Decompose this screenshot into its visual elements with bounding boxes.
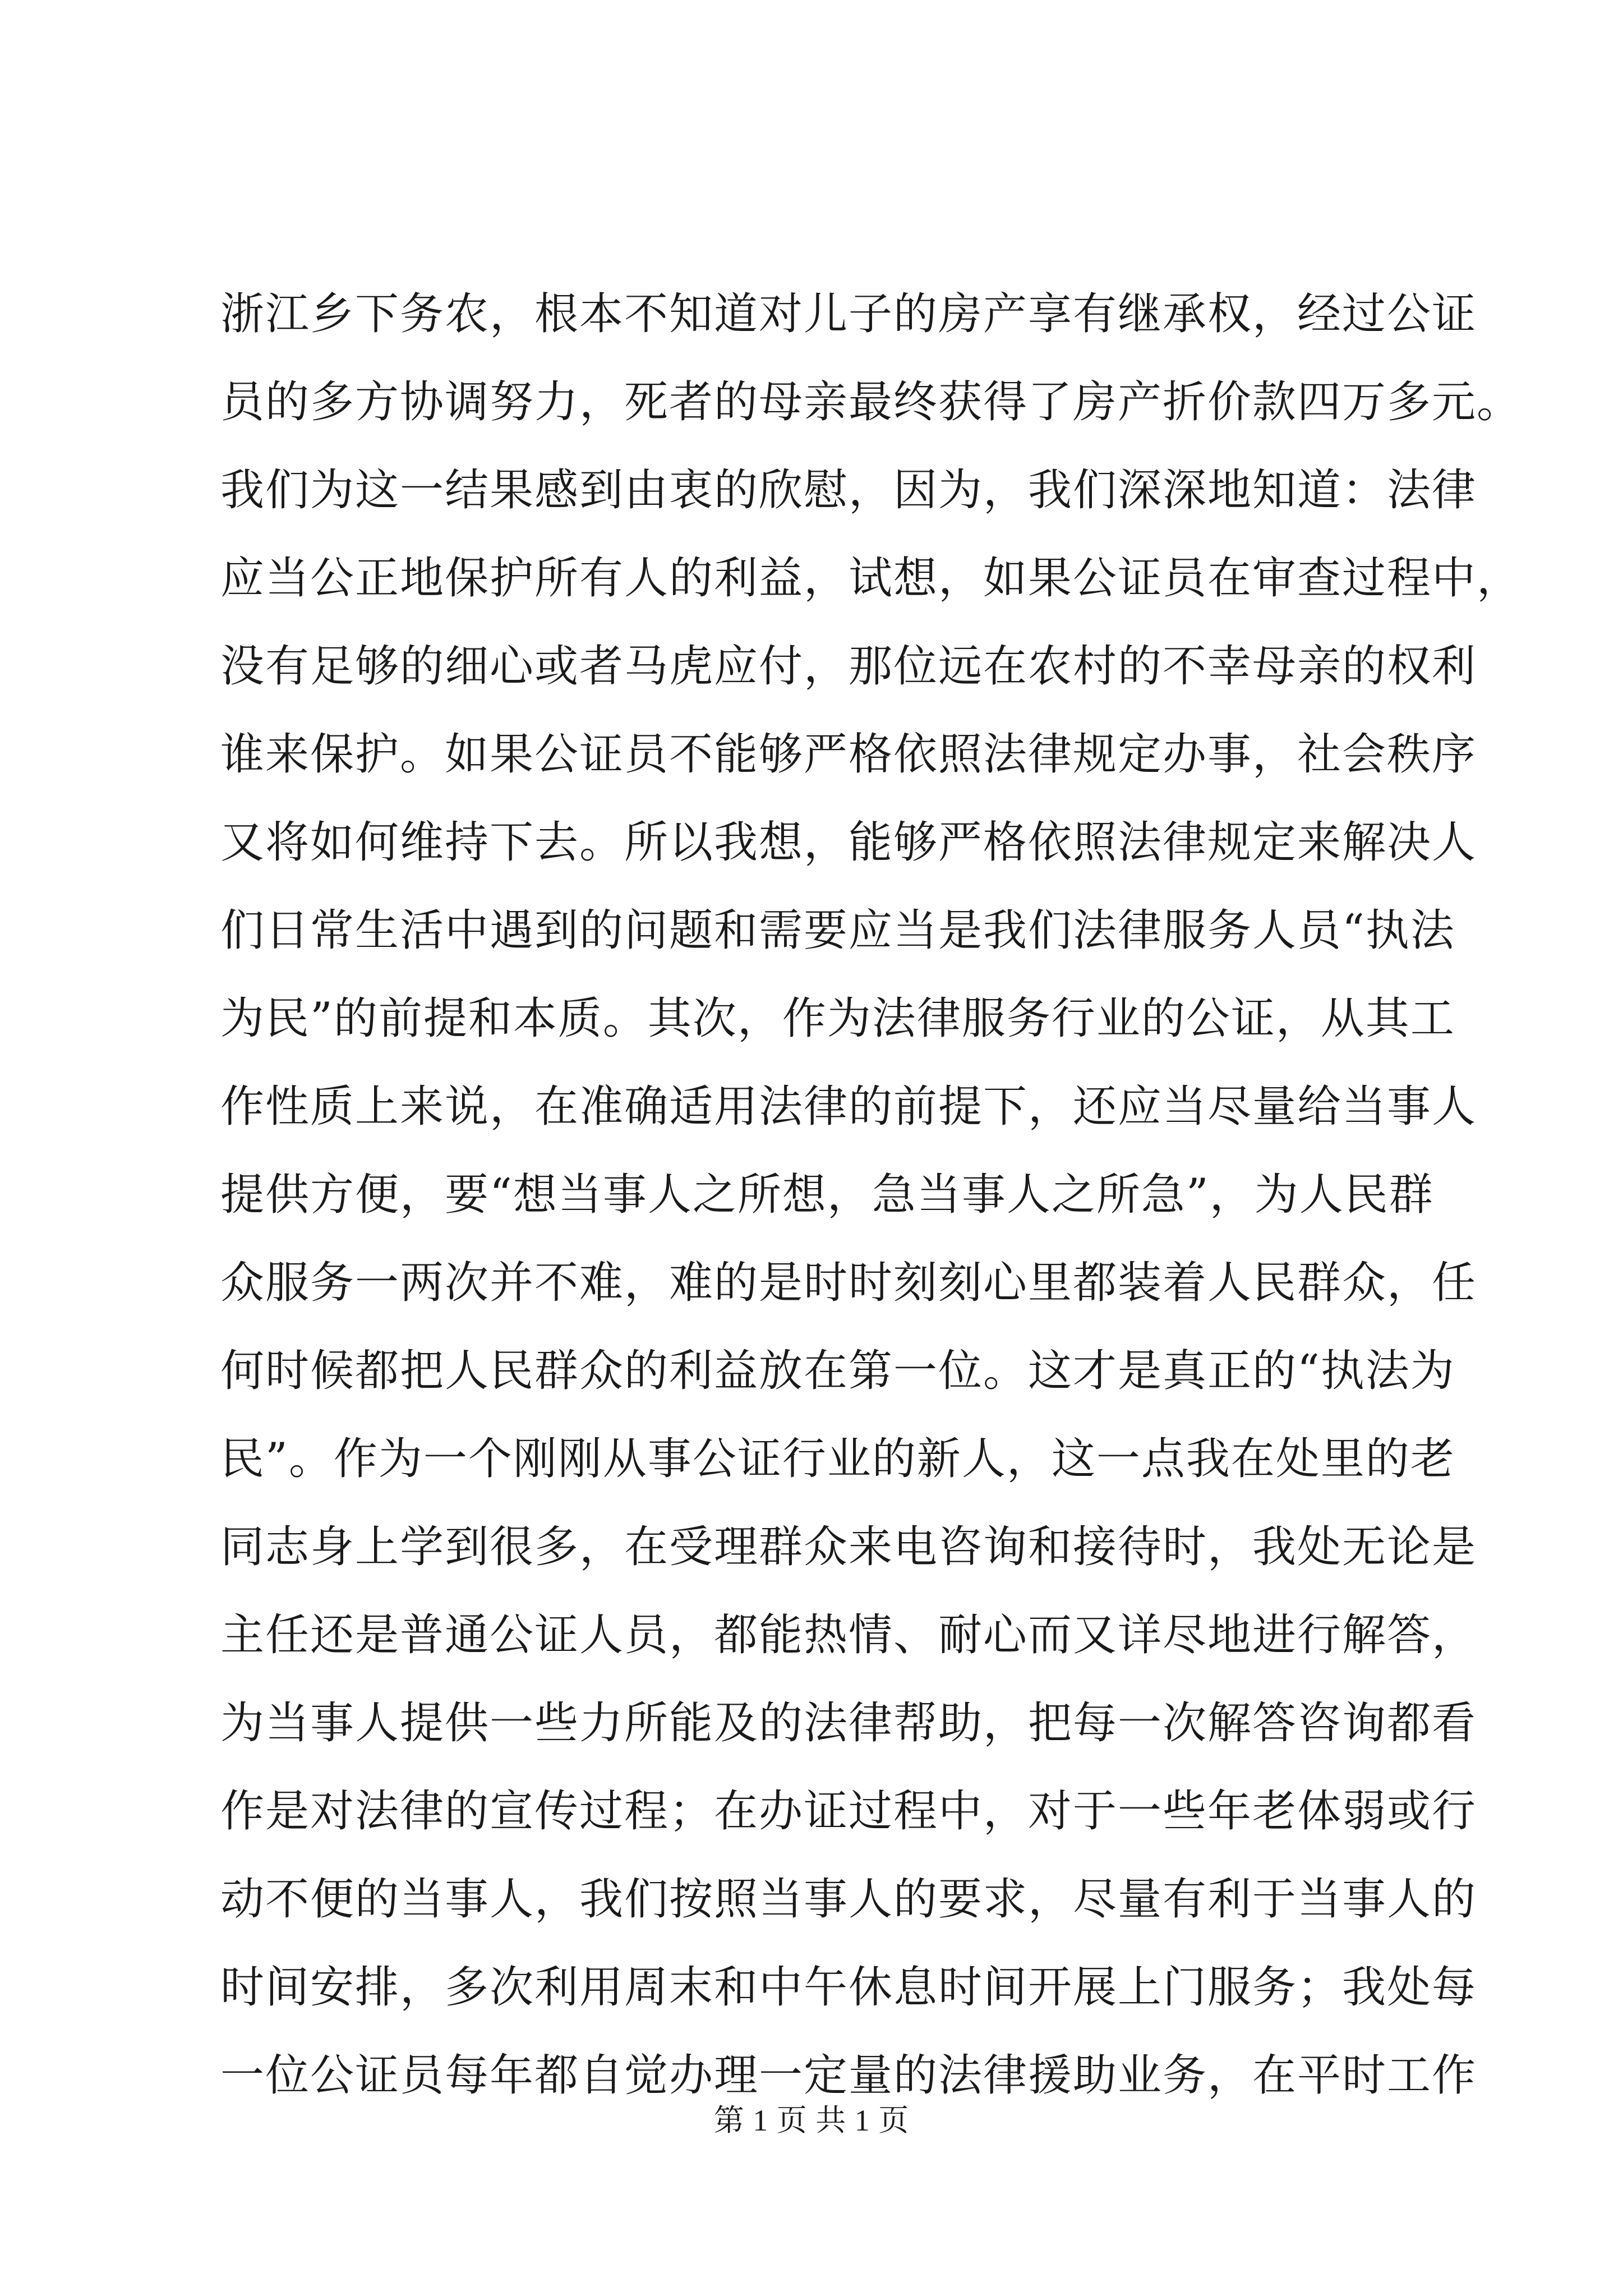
text-line: 谁来保护。如果公证员不能够严格依照法律规定办事，社会秩序	[220, 729, 1477, 780]
text-line: 们日常生活中遇到的问题和需要应当是我们法律服务人员“执法	[220, 905, 1455, 956]
text-line: 民”。作为一个刚刚从事公证行业的新人，这一点我在处里的老	[220, 1434, 1455, 1484]
text-line: 众服务一两次并不难，难的是时时刻刻心里都装着人民群众，任	[220, 1258, 1477, 1308]
text-line: 动不便的当事人，我们按照当事人的要求，尽量有利于当事人的	[220, 1874, 1477, 1925]
page-footer	[0, 2101, 1623, 2140]
text-line: 提供方便，要“想当事人之所想，急当事人之所急”，为人民群	[220, 1170, 1434, 1220]
text-line: 我们为这一结果感到由衷的欣慰，因为，我们深深地知道：法律	[220, 465, 1477, 516]
text-line: 为民”的前提和本质。其次，作为法律服务行业的公证，从其工	[220, 993, 1455, 1044]
text-line: 时间安排，多次利用周末和中午休息时间开展上门服务；我处每	[220, 1962, 1477, 2013]
text-line: 为当事人提供一些力所能及的法律帮助，把每一次解答咨询都看	[220, 1698, 1477, 1749]
text-line: 员的多方协调努力，死者的母亲最终获得了房产折价款四万多元。	[220, 377, 1522, 427]
text-line: 应当公正地保护所有人的利益，试想，如果公证员在审查过程中，	[220, 553, 1522, 604]
text-line: 主任还是普通公证人员，都能热情、耐心而又详尽地进行解答，	[220, 1610, 1477, 1660]
text-line: 作是对法律的宣传过程；在办证过程中，对于一些年老体弱或行	[220, 1786, 1477, 1837]
text-line: 何时候都把人民群众的利益放在第一位。这才是真正的“执法为	[220, 1346, 1455, 1396]
page-number-label: 第 1 页 共 1 页	[713, 2104, 910, 2137]
text-line: 浙江乡下务农，根本不知道对儿子的房产享有继承权，经过公证	[220, 289, 1477, 339]
text-line: 作性质上来说，在准确适用法律的前提下，还应当尽量给当事人	[220, 1082, 1477, 1132]
text-line: 又将如何维持下去。所以我想，能够严格依照法律规定来解决人	[220, 817, 1477, 868]
text-line: 一位公证员每年都自觉办理一定量的法律援助业务，在平时工作	[220, 2050, 1477, 2101]
text-line: 没有足够的细心或者马虎应付，那位远在农村的不幸母亲的权利	[220, 641, 1477, 692]
text-line: 同志身上学到很多，在受理群众来电咨询和接待时，我处无论是	[220, 1522, 1477, 1572]
body-text	[220, 270, 1522, 2120]
